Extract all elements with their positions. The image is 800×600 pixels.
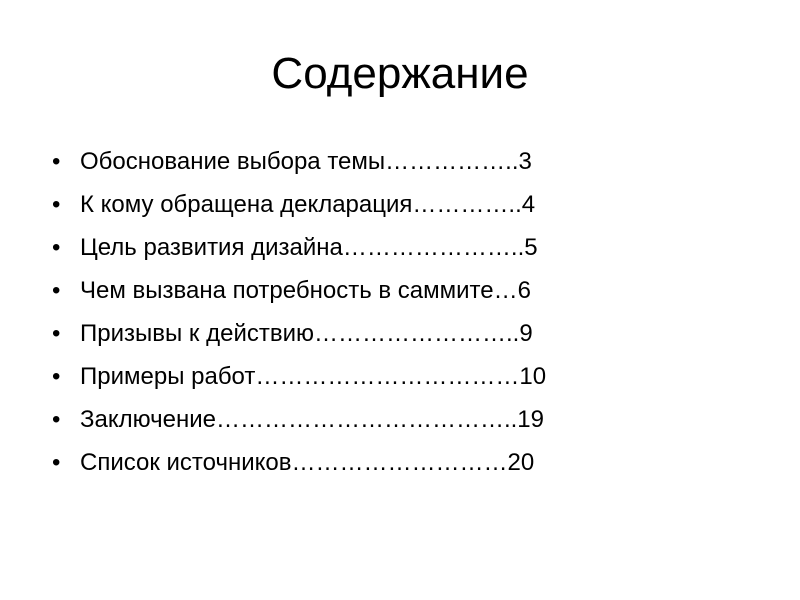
toc-entry-text: Заключение………………………………..19 (80, 406, 544, 433)
bullet-icon: • (52, 406, 61, 433)
list-item (52, 355, 546, 398)
list-item (52, 183, 546, 226)
bullet-icon: • (52, 148, 61, 175)
bullet-icon: • (52, 320, 61, 347)
list-item (52, 312, 546, 355)
page-title: Содержание (271, 49, 529, 98)
bullet-icon: • (52, 449, 61, 476)
list-item (52, 140, 546, 183)
toc-entry-text: Призывы к действию……………………..9 (80, 320, 533, 347)
bullet-icon: • (52, 191, 61, 218)
bullet-icon: • (52, 363, 61, 390)
table-of-contents (52, 140, 546, 484)
bullet-icon: • (52, 277, 61, 304)
list-item (52, 226, 546, 269)
list-item (52, 269, 546, 312)
toc-entry-text: Цель развития дизайна…………………..5 (80, 234, 538, 261)
toc-entry-text: Список источников………………………20 (80, 449, 535, 476)
toc-entry-text: Чем вызвана потребность в саммите…6 (80, 277, 531, 304)
list-item (52, 441, 546, 484)
toc-entry-text: К кому обращена декларация…………..4 (80, 191, 536, 218)
toc-entry-text: Обоснование выбора темы……………..3 (80, 148, 532, 175)
toc-entry-text: Примеры работ……………………………10 (80, 363, 547, 390)
list-item (52, 398, 546, 441)
bullet-icon: • (52, 234, 61, 261)
